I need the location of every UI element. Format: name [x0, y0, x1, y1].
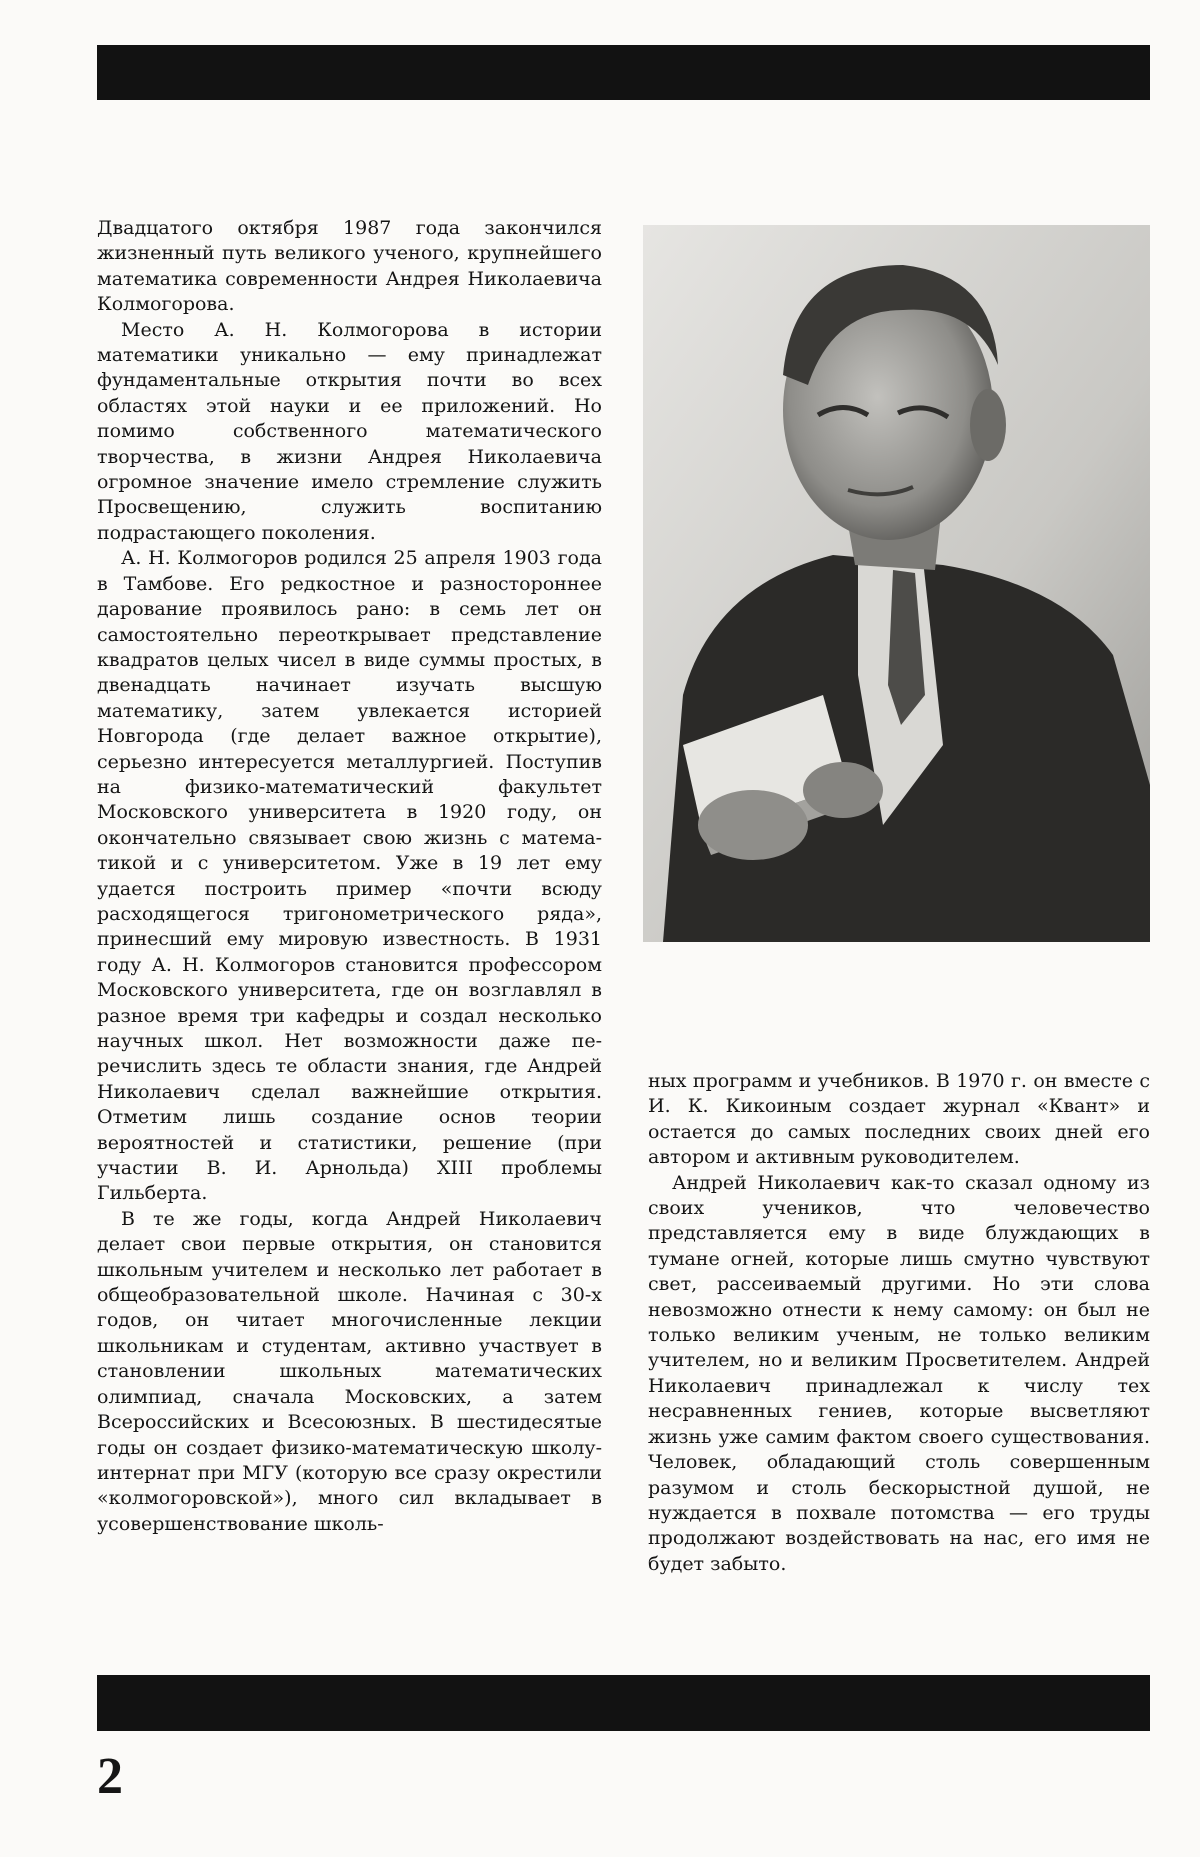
page-number: 2 — [97, 1748, 123, 1805]
bottom-decorative-bar — [97, 1675, 1150, 1731]
top-decorative-bar — [97, 45, 1150, 100]
portrait-illustration — [643, 225, 1150, 942]
paragraph: А. Н. Колмогоров родился 25 апреля 1903 года в Тамбове. Его редкостное и разностороннее дарование проявилось рано: в семь лет он самостоятельно переоткрывает представление квадратов целых чисел в виде суммы простых, в двенадцать начинает изучать высшую математику, затем увлекается историей Новгорода (где делает важное открытие), серьезно интересуется металлургией. Поступив на физико-математический факультет Московского университета в 1920 году, он окончательно связывает свою жизнь с математикой и с университетом. Уже в 19 лет ему удается построить пример «почти всюду расходящегося тригонометрического ряда», принесший ему мировую известность. В 1931 году А. Н. Колмогоров становится профессором Московского университета, где он возглавлял в разное время три кафедры и создал несколько научных школ. Нет возможности даже перечислить здесь те области знания, где Андрей Николаевич сделал важнейшие открытия. Отметим лишь создание основ теории вероятностей и статистики, решение (при участии В. И. Арнольда) XIII проблемы Гильберта. — [97, 547, 602, 1205]
paragraph: Место А. Н. Колмогорова в истории математики уникально — ему принадлежат фундаментальные открытия почти во всех областях этой науки и ее приложений. Но помимо собственного математического творчества, в жизни Андрея Николаевича огромное значение имело стремление служить Просвещению, служить воспитанию подрастающего поколения. — [97, 318, 602, 544]
paragraph: Андрей Николаевич как-то сказал одному из своих учеников, что человечество представляется ему в виде блуждающих в тумане огней, которые лишь смутно чувствуют свет, рассеиваемый другими. Но эти слова невозможно отнести к нему самому: он был не только великим ученым, не только великим учителем, но и великим Просветителем. Андрей Николаевич принадлежал к числу тех несравненных гениев, которые высветляют жизнь уже самим фактом своего существования. Человек, обладающий столь совершенным разумом и столь бескорыстной душой, не нуждается в похвале потомства — его труды продолжают воздействовать на нас, его имя не будет забыто. — [648, 1171, 1150, 1575]
paragraph: Двадцатого октября 1987 года закончился жизненный путь великого ученого, крупнейшего математика современности Андрея Николаевича Колмогорова. — [97, 217, 602, 316]
article-right-column — [648, 1069, 1150, 1577]
article-left-column — [97, 216, 602, 1537]
paragraph: ных программ и учебников. В 1970 г. он вместе с И. К. Кикоиным создает журнал «Квант» и остается до самых последних своих дней его автором и активным руководителем. — [648, 1070, 1150, 1169]
paragraph: В те же годы, когда Андрей Николаевич делает свои первые открытия, он становится школьным учителем и несколько лет работает в общеобразовательной школе. Начиная с 30-х годов, он читает многочисленные лекции школьникам и студентам, активно участвует в становлении школьных математических олимпиад, сначала Московских, а затем Всероссийских и Всесоюзных. В шестидесятые годы он создает физико-математическую школу-интернат при МГУ (которую все сразу окрестили «колмогоровской»), много сил вкладывает в усовершенствование школь- — [97, 1207, 602, 1535]
portrait-photo — [643, 225, 1150, 942]
